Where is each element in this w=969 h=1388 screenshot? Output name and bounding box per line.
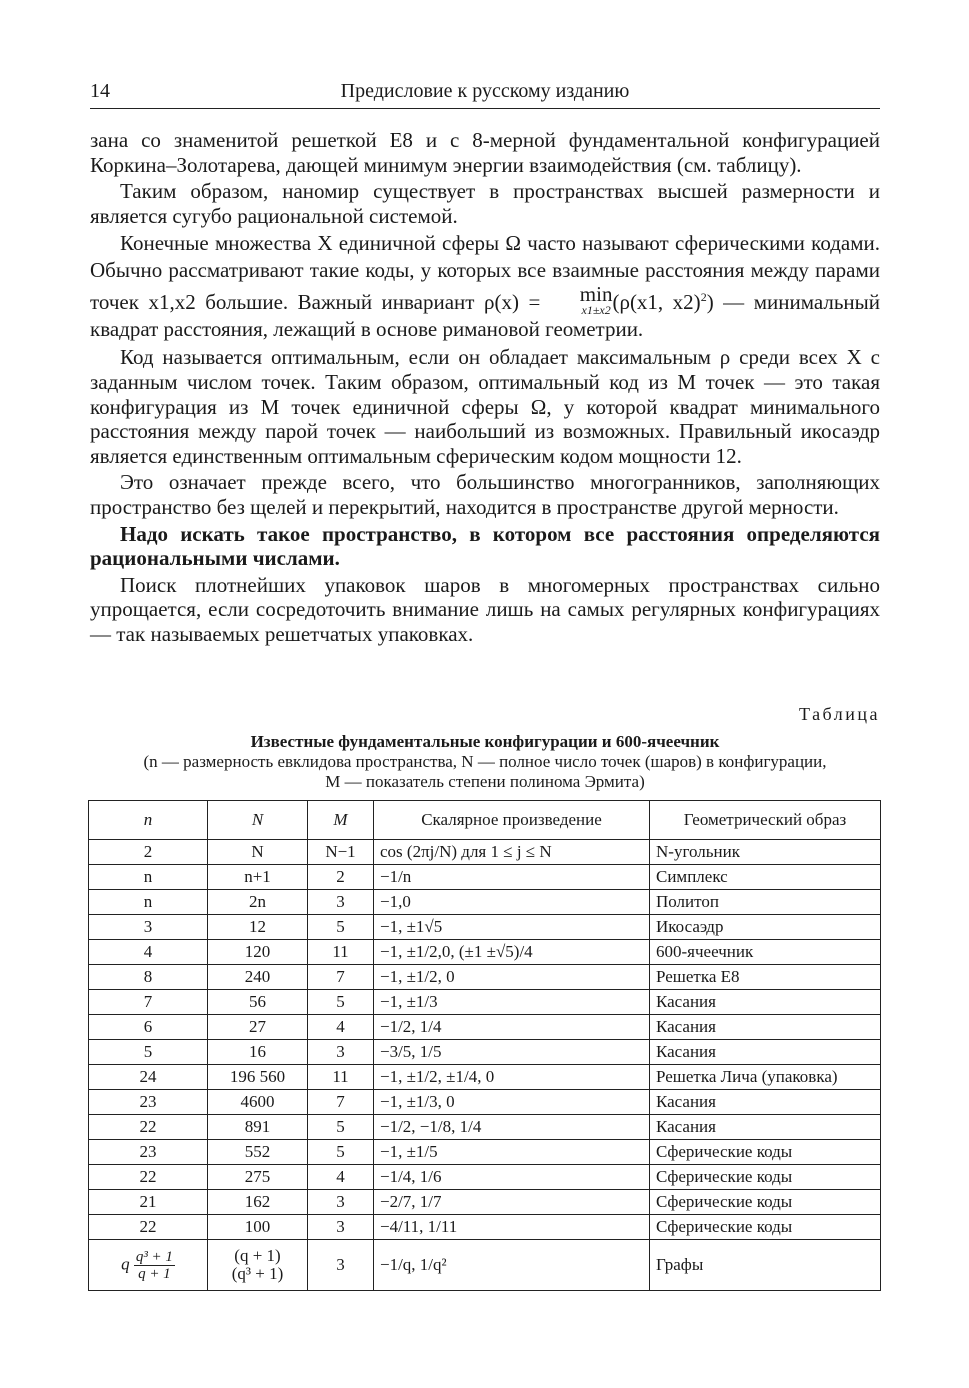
cell-geometric-shape: Политоп [650,890,881,915]
cell-scalar-product: −1/n [374,865,650,890]
body-text [90,128,880,649]
cell-N: 240 [208,965,308,990]
table-row [89,890,881,915]
cell-scalar-product: −1, ±1/2, ±1/4, 0 [374,1065,650,1090]
N-line-1: (q + 1) [234,1246,281,1265]
cell-N: 275 [208,1165,308,1190]
min-subscript: x1±x2 [581,303,611,318]
table-row [89,1065,881,1090]
cell-geometric-shape: Касания [650,1015,881,1040]
N-line-2: (q³ + 1) [231,1264,284,1283]
cell-n: 21 [89,1190,208,1215]
cell-M: 5 [308,1140,374,1165]
cell-geometric-shape: Решетка E8 [650,965,881,990]
cell-N: 891 [208,1115,308,1140]
cell-N: 196 560 [208,1065,308,1090]
cell-M: 7 [308,1090,374,1115]
cell-scalar-product: −1,0 [374,890,650,915]
running-title: Предисловие к русскому изданию [340,80,630,102]
cell-N: 552 [208,1140,308,1165]
cell-geometric-shape: Графы [650,1240,881,1291]
header-geometric-shape: Геометрический образ [650,801,881,840]
cell-scalar-product: −1, ±1/2,0, (±1 ±√5)/4 [374,940,650,965]
cell-n: n [89,865,208,890]
cell-M: 3 [308,1240,374,1291]
cell-n [89,1240,208,1291]
cell-scalar-product: −1/4, 1/6 [374,1165,650,1190]
cell-scalar-product: −1, ±1/5 [374,1140,650,1165]
cell-geometric-shape: Касания [650,990,881,1015]
cell-geometric-shape: Симплекс [650,865,881,890]
cell-scalar-product: −1, ±1/3 [374,990,650,1015]
paragraph-6-emphasis: Надо искать такое пространство, в котором все расстояния определяются рациональными числами. [90,521,880,571]
cell-N: 162 [208,1190,308,1215]
cell-N: 2n [208,890,308,915]
page-header [90,78,880,109]
cell-scalar-product: −1/q, 1/q² [374,1240,650,1291]
table-body [89,840,881,1291]
header-n: n [89,801,208,840]
cell-n: 24 [89,1065,208,1090]
cell-n: 2 [89,840,208,865]
cell-M: 5 [308,990,374,1015]
table-row [89,940,881,965]
cell-M: 5 [308,915,374,940]
cell-M: 3 [308,890,374,915]
table-row [89,1015,881,1040]
table-row [89,915,881,940]
min-op-label: min [579,282,613,307]
n-prefix: q [121,1253,130,1273]
cell-M: 3 [308,1190,374,1215]
cell-scalar-product: −1/2, 1/4 [374,1015,650,1040]
table-label: Таблица [799,704,880,724]
table-row [89,1090,881,1115]
table-row [89,840,881,865]
table-row [89,1165,881,1190]
formula-left: ρ(x) = [483,290,541,315]
table-caption [90,732,880,792]
cell-scalar-product: −1/2, −1/8, 1/4 [374,1115,650,1140]
table-row [89,1140,881,1165]
cell-geometric-shape: Касания [650,1040,881,1065]
table-header-row [89,801,881,840]
cell-n: 8 [89,965,208,990]
paragraph-4: Код называется оптимальным, если он обладает максимальным ρ среди всех X с заданным числом точек. Таким образом, оптимальный код из M точек — это такая конфигурация из M точек единичной сферы Ω, у которой квадрат минимального расстояния между парой точек — наибольший из возможных. Правильный икосаэдр является единственным оптимальным сферическим кодом мощности 12. [90,345,880,468]
cell-geometric-shape: Касания [650,1090,881,1115]
cell-scalar-product: −1, ±1√5 [374,915,650,940]
cell-M: 4 [308,1015,374,1040]
cell-n: 22 [89,1165,208,1190]
table-row [89,990,881,1015]
cell-geometric-shape: Касания [650,1115,881,1140]
cell-M: 7 [308,965,374,990]
table-row [89,865,881,890]
header-scalar-product: Скалярное произведение [374,801,650,840]
formula-right: (ρ(x1, x2) [612,290,701,315]
table-row-last [89,1240,881,1291]
caption-line-2: M — показатель степени полинома Эрмита) [325,772,645,791]
cell-n: 22 [89,1115,208,1140]
cell-M: 11 [308,1065,374,1090]
cell-scalar-product: −1, ±1/3, 0 [374,1090,650,1115]
cell-n: 23 [89,1090,208,1115]
cell-n: 4 [89,940,208,965]
n-fraction [134,1249,175,1282]
cell-M: 2 [308,865,374,890]
table-row [89,1190,881,1215]
cell-n: 22 [89,1215,208,1240]
cell-geometric-shape: 600-ячеечник [650,940,881,965]
cell-n: 3 [89,915,208,940]
n-fraction-numerator: q³ + 1 [135,1248,173,1265]
caption-line-1: (n — размерность евклидова пространства, N — полное число точек (шаров) в конфигурации, [143,752,827,771]
paragraph-1: зана со знаменитой решеткой E8 и с 8-мерной фундаментальной конфигурацией Коркина–Золотарева, дающей минимум энергии взаимодействия (см. таблицу). [90,128,880,177]
cell-geometric-shape: Сферические коды [650,1190,881,1215]
n-fraction-denominator: q + 1 [138,1265,171,1282]
configurations-table [88,800,881,1291]
cell-n: 7 [89,990,208,1015]
cell-N: N [208,840,308,865]
paragraph-2: Таким образом, наномир существует в пространствах высшей размерности и является сугубо рациональной системой. [90,179,880,228]
cell-geometric-shape: Сферические коды [650,1165,881,1190]
paragraph-7: Поиск плотнейших упаковок шаров в многомерных пространствах сильно упрощается, если сосредоточить внимание лишь на самых регулярных конфигурациях — так называемых решетчатых упаковках. [90,572,880,646]
cell-M: 5 [308,1115,374,1140]
cell-scalar-product: −2/7, 1/7 [374,1190,650,1215]
cell-n: 6 [89,1015,208,1040]
min-operator [550,284,613,316]
cell-n: n [89,890,208,915]
cell-geometric-shape: Сферические коды [650,1215,881,1240]
cell-N: 100 [208,1215,308,1240]
paragraph-5: Это означает прежде всего, что большинство многогранников, заполняющих пространство без щелей и перекрытий, находится в пространстве другой мерности. [90,470,880,519]
cell-n: 5 [89,1040,208,1065]
header-M: M [308,801,374,840]
cell-geometric-shape: N-угольник [650,840,881,865]
cell-N: 12 [208,915,308,940]
header-N: N [208,801,308,840]
cell-M: 3 [308,1215,374,1240]
cell-N: 16 [208,1040,308,1065]
cell-N: 4600 [208,1090,308,1115]
table-row [89,1215,881,1240]
paragraph-3 [90,230,880,343]
cell-geometric-shape: Сферические коды [650,1140,881,1165]
cell-N: 27 [208,1015,308,1040]
cell-scalar-product: cos (2πj/N) для 1 ≤ j ≤ N [374,840,650,865]
cell-N: 56 [208,990,308,1015]
cell-geometric-shape: Икосаэдр [650,915,881,940]
cell-scalar-product: −1, ±1/2, 0 [374,965,650,990]
cell-N: n+1 [208,865,308,890]
cell-M: 4 [308,1165,374,1190]
cell-M: 3 [308,1040,374,1065]
cell-scalar-product: −3/5, 1/5 [374,1040,650,1065]
page-number: 14 [90,80,110,102]
table-row [89,1115,881,1140]
formula-close: ) — [706,290,745,315]
cell-N: 120 [208,940,308,965]
cell-scalar-product: −4/11, 1/11 [374,1215,650,1240]
cell-geometric-shape: Решетка Лича (упаковка) [650,1065,881,1090]
rho-formula [483,282,745,318]
cell-M: N−1 [308,840,374,865]
table-row [89,1040,881,1065]
caption-title: Известные фундаментальные конфигурации и 600-ячеечник [250,732,720,751]
cell-M: 11 [308,940,374,965]
cell-N [208,1240,308,1291]
formula-superscript: 2 [700,290,707,305]
paragraph-3-end: минимальный квадрат расстояния, лежащий в основе римановой геометрии. [90,290,880,342]
cell-n: 23 [89,1140,208,1165]
table-row [89,965,881,990]
paragraph-3-text: Конечные множества X единичной сферы Ω часто называют сферическими кодами. Обычно рассматривают такие коды, у которых все взаимные расстояния между парами точек x1,x2 большие. Важный инвариант [90,231,880,315]
